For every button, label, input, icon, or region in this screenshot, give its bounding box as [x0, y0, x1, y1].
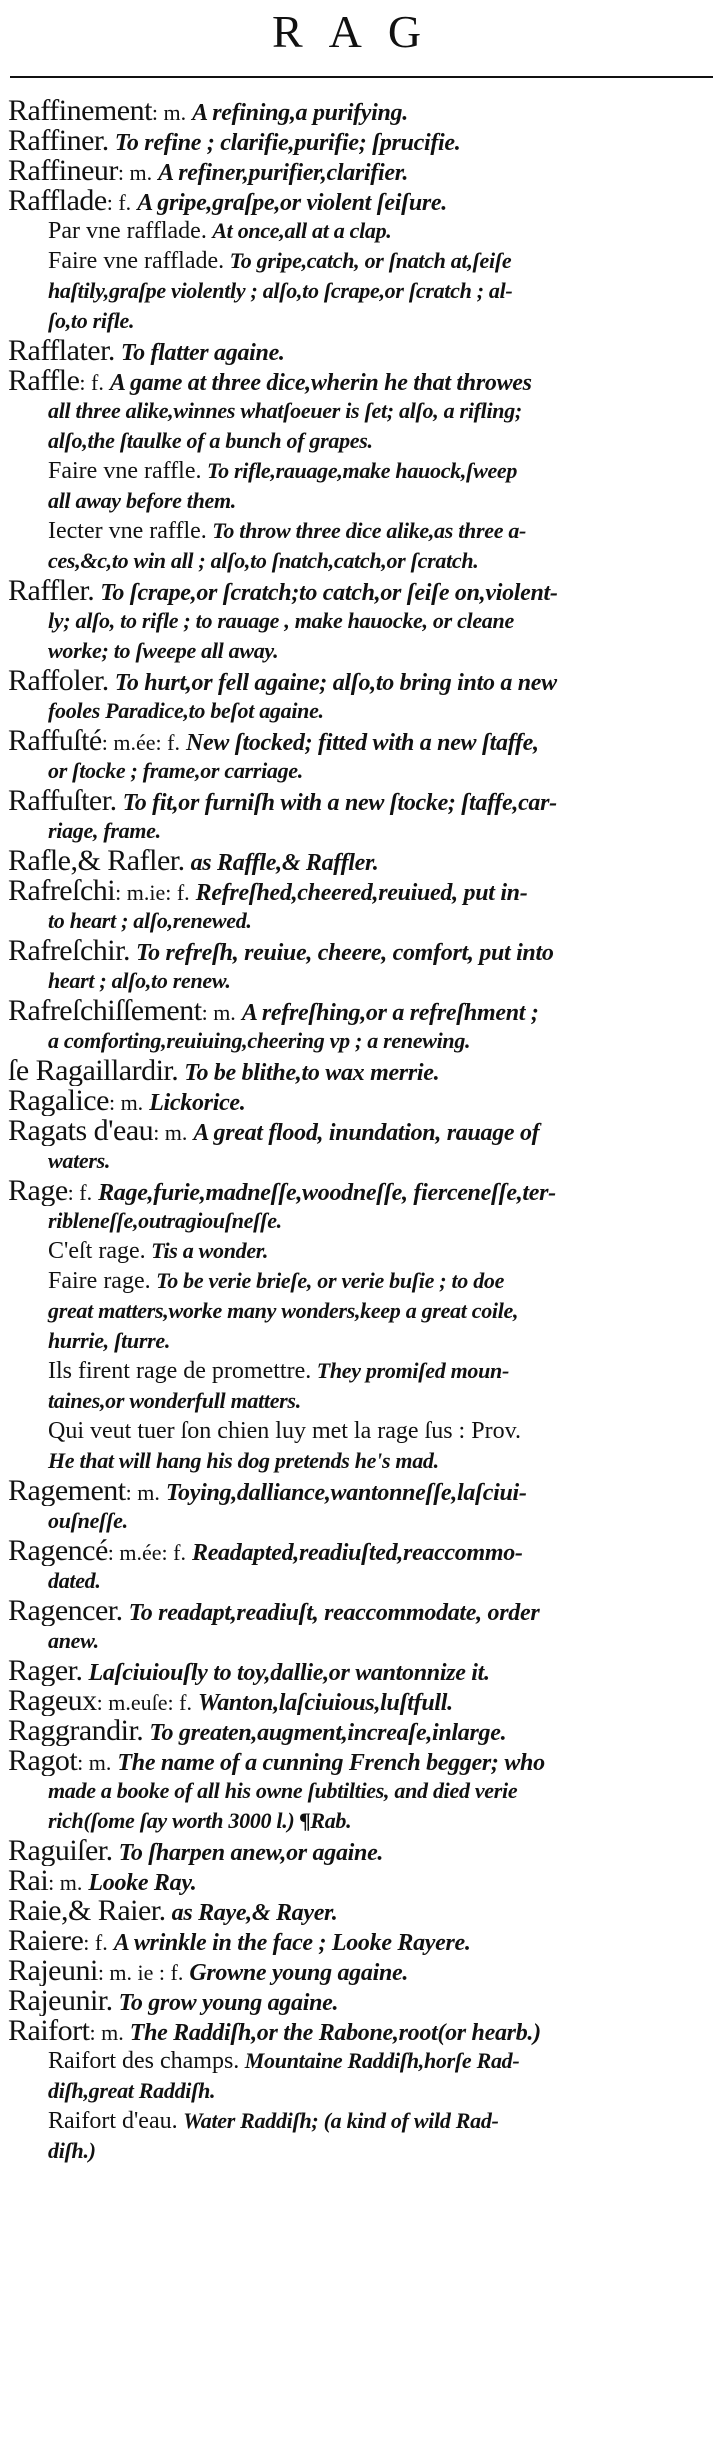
subentry-line [8, 2106, 714, 2136]
entry-line [8, 1836, 714, 1866]
definition: Lickorice. [149, 1090, 246, 1116]
entry-line [8, 996, 714, 1026]
definition: To gripe,catch, or ſnatch at,ſeiſe [229, 248, 512, 273]
definition: To refreſh, reuiue, cheere, comfort, put into [135, 940, 554, 966]
headword: Rafreſchi [8, 876, 116, 906]
continuation-line [8, 486, 714, 516]
phrase: Raifort des champs. [48, 2048, 240, 2074]
headword: Raifort [8, 2016, 90, 2046]
entry-line [8, 1656, 714, 1686]
headword: Ragot [8, 1746, 78, 1776]
entry-line [8, 876, 714, 906]
definition: At once,all at a clap. [212, 218, 392, 243]
definition: dated. [48, 1568, 101, 1593]
entry-line [8, 96, 714, 126]
grammar-label: : m.ée: f. [107, 1540, 186, 1565]
entry-line [8, 1056, 714, 1086]
entry-line [8, 1086, 714, 1116]
entry-line [8, 336, 714, 366]
definition: To be verie brieſe, or verie buſie ; to doe [156, 1268, 505, 1293]
definition: hurrie, ſturre. [48, 1328, 171, 1353]
definition: To greaten,augment,increaſe,inlarge. [149, 1720, 507, 1746]
phrase: Raifort d'eau. [48, 2108, 178, 2134]
definition: Wanton,laſciuious,luſtfull. [197, 1690, 453, 1716]
subentry-line [8, 1236, 714, 1266]
headword: Rage [8, 1176, 68, 1206]
definition: as Raye,& Rayer. [171, 1900, 338, 1926]
headword: Rafreſchiſſement [8, 996, 202, 1026]
entry-line [8, 1926, 714, 1956]
definition: ouſneſſe. [48, 1508, 128, 1533]
entry-line [8, 1746, 714, 1776]
continuation-line [8, 966, 714, 996]
continuation-line [8, 1326, 714, 1356]
definition: riage, frame. [48, 818, 161, 843]
subentry-line [8, 456, 714, 486]
definition: To refine ; clarifie,purifie; ſprucifie. [114, 130, 461, 156]
continuation-line [8, 2136, 714, 2166]
definition: all three alike,winnes whatſoeuer is ſet; alſo, a rifling; [48, 398, 522, 423]
entry-line [8, 186, 714, 216]
grammar-label: : m. ie : f. [97, 1960, 184, 1985]
phrase: Iecter vne raffle. [48, 518, 207, 544]
continuation-line [8, 696, 714, 726]
definition: worke; to ſweepe all away. [48, 638, 279, 663]
entry-line [8, 1176, 714, 1206]
definition: Tis a wonder. [151, 1238, 269, 1263]
continuation-line [8, 2076, 714, 2106]
header-rule [10, 76, 713, 78]
continuation-line [8, 606, 714, 636]
definition: Refreſhed,cheered,reuiued, put in- [195, 880, 528, 906]
entry-line [8, 666, 714, 696]
headword: ſe Ragaillardir. [8, 1056, 179, 1086]
continuation-line [8, 546, 714, 576]
definition: fooles Paradice,to beſot againe. [48, 698, 324, 723]
headword: Rafreſchir. [8, 936, 130, 966]
definition: ribleneſſe,outragiouſneſſe. [48, 1208, 282, 1233]
phrase: Ils firent rage de promettre. [48, 1358, 312, 1384]
definition: A great flood, inundation, rauage of [193, 1120, 540, 1146]
definition: To ſcrape,or ſcratch;to catch,or ſeiſe on,violent- [100, 580, 558, 606]
definition: The name of a cunning French begger; who [117, 1750, 545, 1776]
definition: Laſciuiouſly to toy,dallie,or wantonnize it. [88, 1660, 490, 1686]
definition: To hurt,or fell againe; alſo,to bring into a new [114, 670, 557, 696]
definition: haſtily,graſpe violently ; alſo,to ſcrape,or ſcratch ; al- [48, 278, 513, 303]
entry-line [8, 366, 714, 396]
grammar-label: : m.ée: f. [101, 730, 180, 755]
definition: Readapted,readiuſted,reaccommo- [191, 1540, 523, 1566]
dictionary-entries [8, 96, 714, 2166]
definition: heart ; alſo,to renew. [48, 968, 231, 993]
continuation-line [8, 1296, 714, 1326]
subentry-line [8, 216, 714, 246]
grammar-label: : m. [151, 100, 187, 125]
grammar-label: : f. [83, 1930, 108, 1955]
continuation-line [8, 1146, 714, 1176]
continuation-line [8, 906, 714, 936]
subentry-line [8, 1266, 714, 1296]
headword: Ragencé [8, 1536, 108, 1566]
headword: Raguiſer. [8, 1836, 113, 1866]
phrase: Par vne rafflade. [48, 218, 207, 244]
definition: Growne young againe. [189, 1960, 409, 1986]
headword: Raffuſter. [8, 786, 117, 816]
continuation-line [8, 756, 714, 786]
definition: Rage,furie,madneſſe,woodneſſe, fierceneſſe,ter- [98, 1180, 556, 1206]
headword: Ragencer. [8, 1596, 123, 1626]
definition: as Raffle,& Raffler. [190, 850, 379, 876]
page-running-head: RAG [271, 6, 448, 57]
headword: Rafle,& Rafler. [8, 846, 185, 876]
grammar-label: : f. [106, 190, 132, 215]
continuation-line [8, 636, 714, 666]
headword: Rageux [8, 1686, 97, 1716]
headword: Raffiner. [8, 126, 109, 156]
definition: They promiſed moun- [316, 1358, 510, 1383]
phrase: Faire rage. [48, 1268, 151, 1294]
definition: To flatter againe. [120, 340, 285, 366]
definition: Looke Ray. [88, 1870, 197, 1896]
headword: Rafflade [8, 186, 107, 216]
entry-line [8, 576, 714, 606]
definition: ces,&c,to win all ; alſo,to ſnatch,catch,or ſcratch. [48, 548, 479, 573]
entry-line [8, 1716, 714, 1746]
continuation-line [8, 306, 714, 336]
headword: Raffler. [8, 576, 95, 606]
headword: Ragats d'eau [8, 1116, 154, 1146]
grammar-label: : m. [108, 1090, 144, 1115]
entry-line [8, 1986, 714, 2016]
grammar-label: : m.ie: f. [115, 880, 190, 905]
definition: To fit,or furniſh with a new ſtocke; ſtaffe,car- [122, 790, 557, 816]
definition: He that will hang his dog pretends he's mad. [48, 1448, 439, 1473]
phrase: Faire vne rafflade. [48, 248, 225, 274]
definition: alſo,the ſtaulke of a bunch of grapes. [48, 428, 373, 453]
continuation-line [8, 1446, 714, 1476]
phrase: Qui veut tuer ſon chien luy met la rage ſus : Prov. [48, 1418, 522, 1444]
headword: Raffoler. [8, 666, 109, 696]
headword: Raie,& Raier. [8, 1896, 166, 1926]
headword: Rajeuni [8, 1956, 98, 1986]
subentry-line [8, 246, 714, 276]
entry-line [8, 1956, 714, 1986]
grammar-label: : m. [48, 1870, 83, 1895]
headword: Ragalice [8, 1086, 109, 1116]
continuation-line [8, 1206, 714, 1236]
grammar-label: : m. [89, 2020, 124, 2045]
definition: ly; alſo, to rifle ; to rauage , make hauocke, or cleane [48, 608, 514, 633]
continuation-line [8, 1566, 714, 1596]
definition: A refiner,purifier,clarifier. [158, 160, 409, 186]
definition: anew. [48, 1628, 99, 1653]
definition: A wrinkle in the face ; Looke Rayere. [113, 1930, 471, 1956]
subentry-line [8, 1356, 714, 1386]
headword: Rafflater. [8, 336, 115, 366]
definition: To readapt,readiuſt, reaccommodate, order [128, 1600, 540, 1626]
continuation-line [8, 816, 714, 846]
entry-line [8, 846, 714, 876]
definition: ſo,to rifle. [48, 308, 135, 333]
grammar-label: : m. [201, 1000, 236, 1025]
definition: diſh,great Raddiſh. [48, 2078, 216, 2103]
definition: To rifle,rauage,make hauock,ſweep [206, 458, 518, 483]
definition: made a booke of all his owne ſubtilties, and died verie [48, 1778, 518, 1803]
definition: The Raddiſh,or the Rabone,root(or hearb.) [129, 2020, 541, 2046]
continuation-line [8, 1506, 714, 1536]
continuation-line [8, 1386, 714, 1416]
continuation-line [8, 1776, 714, 1806]
entry-line [8, 1686, 714, 1716]
phrase: Faire vne raffle. [48, 458, 202, 484]
entry-line [8, 936, 714, 966]
subentry-line [8, 2046, 714, 2076]
continuation-line [8, 396, 714, 426]
entry-line [8, 1596, 714, 1626]
definition: A refreſhing,or a refreſhment ; [241, 1000, 539, 1026]
definition: great matters,worke many wonders,keep a great coile, [48, 1298, 519, 1323]
definition: A game at three dice,wherin he that throwes [109, 370, 532, 396]
headword: Rajeunir. [8, 1986, 113, 2016]
headword: Raffineur [8, 156, 118, 186]
definition: rich(ſome ſay worth 3000 l.) ¶Rab. [48, 1808, 352, 1833]
definition: diſh.) [48, 2138, 96, 2163]
grammar-label: : m. [117, 160, 153, 185]
headword: Ragement [8, 1476, 126, 1506]
entry-line [8, 1896, 714, 1926]
entry-line [8, 726, 714, 756]
definition: taines,or wonderfull matters. [48, 1388, 301, 1413]
entry-line [8, 1866, 714, 1896]
definition: To grow young againe. [118, 1990, 339, 2016]
headword: Raffinement [8, 96, 152, 126]
continuation-line [8, 1026, 714, 1056]
grammar-label: : m. [125, 1480, 160, 1505]
entry-line [8, 786, 714, 816]
entry-line [8, 156, 714, 186]
definition: all away before them. [48, 488, 237, 513]
headword: Raffle [8, 366, 80, 396]
continuation-line [8, 426, 714, 456]
entry-line [8, 1536, 714, 1566]
definition: Toying,dalliance,wantonneſſe,laſciui- [165, 1480, 527, 1506]
continuation-line [8, 1626, 714, 1656]
continuation-line [8, 276, 714, 306]
headword: Raffuſté [8, 726, 102, 756]
grammar-label: : m. [153, 1120, 188, 1145]
definition: Mountaine Raddiſh,horſe Rad- [244, 2048, 520, 2073]
headword: Rai [8, 1866, 49, 1896]
entry-line [8, 1476, 714, 1506]
definition: To throw three dice alike,as three a- [212, 518, 527, 543]
entry-line [8, 2016, 714, 2046]
definition: a comforting,reuiuing,cheering vp ; a renewing. [48, 1028, 471, 1053]
entry-line [8, 126, 714, 156]
headword: Raggrandir. [8, 1716, 144, 1746]
grammar-label: : f. [79, 370, 104, 395]
definition: A gripe,graſpe,or violent ſeiſure. [137, 190, 447, 216]
definition: A refining,a purifying. [192, 100, 408, 126]
definition: To ſharpen anew,or againe. [118, 1840, 384, 1866]
grammar-label: : f. [67, 1180, 93, 1205]
phrase: C'eſt rage. [48, 1238, 146, 1264]
subentry-line [8, 1416, 714, 1446]
definition: or ſtocke ; frame,or carriage. [48, 758, 303, 783]
definition: to heart ; alſo,renewed. [48, 908, 252, 933]
entry-line [8, 1116, 714, 1146]
headword: Raiere [8, 1926, 84, 1956]
continuation-line [8, 1806, 714, 1836]
headword: Rager. [8, 1656, 83, 1686]
definition: Water Raddiſh; (a kind of wild Rad- [183, 2108, 499, 2133]
subentry-line [8, 516, 714, 546]
definition: New ſtocked; fitted with a new ſtaffe, [185, 730, 539, 756]
definition: To be blithe,to wax merrie. [184, 1060, 440, 1086]
grammar-label: : m. [77, 1750, 112, 1775]
grammar-label: : m.euſe: f. [96, 1690, 192, 1715]
definition: waters. [48, 1148, 111, 1173]
